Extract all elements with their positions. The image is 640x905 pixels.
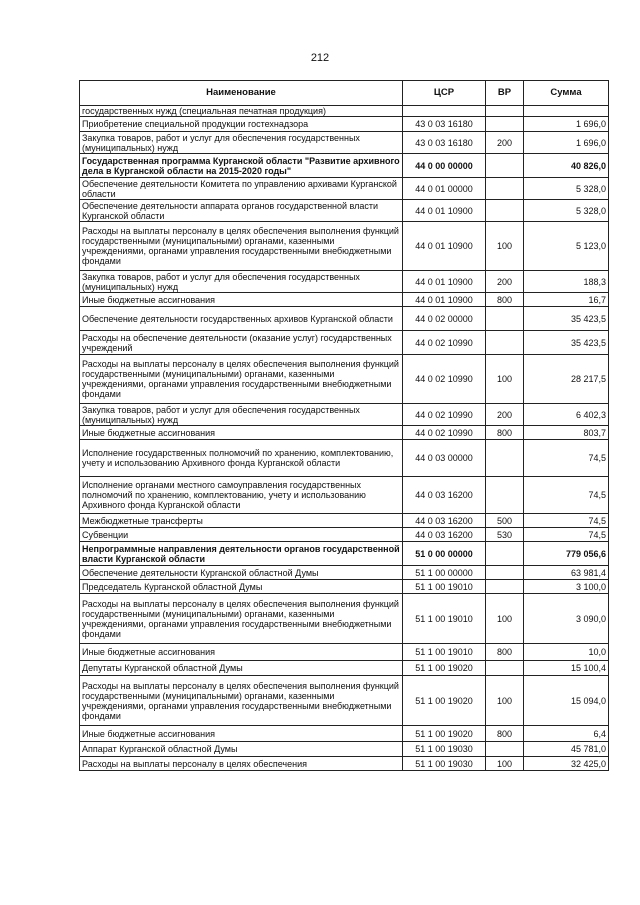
cell-csr: 44 0 01 10900 [403,293,486,307]
cell-vr [486,331,524,355]
cell-sum: 779 056,6 [524,542,609,566]
table-row [80,542,609,566]
cell-name: Государственная программа Курганской области "Развитие архивного дела в Курганской области на 2015-2020 годы" [80,154,403,178]
cell-sum: 63 981,4 [524,566,609,580]
cell-name: Иные бюджетные ассигнования [80,644,403,661]
table-row [80,293,609,307]
table-row [80,222,609,271]
cell-sum: 16,7 [524,293,609,307]
cell-sum: 10,0 [524,644,609,661]
cell-name: Расходы на обеспечение деятельности (оказание услуг) государственных учреждений [80,331,403,355]
cell-vr [486,580,524,594]
cell-sum: 6,4 [524,726,609,742]
table-row [80,528,609,542]
cell-sum: 5 328,0 [524,178,609,200]
cell-name: Межбюджетные трансферты [80,514,403,528]
cell-name: Обеспечение деятельности аппарата органов государственной власти Курганской области [80,200,403,222]
cell-sum: 6 402,3 [524,404,609,426]
cell-csr: 44 0 03 16200 [403,477,486,514]
cell-csr: 51 1 00 19020 [403,676,486,726]
cell-csr: 51 1 00 19020 [403,661,486,676]
cell-csr: 44 0 02 10990 [403,331,486,355]
cell-csr: 44 0 00 00000 [403,154,486,178]
cell-csr: 43 0 03 16180 [403,117,486,132]
cell-vr: 100 [486,222,524,271]
cell-name: Закупка товаров, работ и услуг для обеспечения государственных (муниципальных) нужд [80,404,403,426]
cell-vr [486,178,524,200]
cell-csr: 44 0 03 16200 [403,528,486,542]
cell-name: Приобретение специальной продукции гостехнадзора [80,117,403,132]
cell-sum: 1 696,0 [524,117,609,132]
cell-vr [486,661,524,676]
cell-vr [486,477,524,514]
cell-csr: 51 0 00 00000 [403,542,486,566]
cell-sum: 5 123,0 [524,222,609,271]
cell-name: Закупка товаров, работ и услуг для обеспечения государственных (муниципальных) нужд [80,132,403,154]
cell-sum: 803,7 [524,426,609,440]
cell-name: Субвенции [80,528,403,542]
cell-csr: 51 1 00 19020 [403,726,486,742]
cell-vr: 800 [486,293,524,307]
column-header-csr: ЦСР [403,81,486,106]
cell-csr: 51 1 00 19030 [403,742,486,757]
cell-name: Исполнение государственных полномочий по хранению, комплектованию, учету и использованию Архивного фонда Курганской области [80,440,403,477]
cell-name: Иные бюджетные ассигнования [80,426,403,440]
cell-sum: 3 100,0 [524,580,609,594]
table-row [80,331,609,355]
cell-vr [486,566,524,580]
cell-csr: 51 1 00 19030 [403,757,486,771]
cell-sum: 5 328,0 [524,200,609,222]
column-header-vr: ВР [486,81,524,106]
cell-vr: 800 [486,426,524,440]
cell-vr: 200 [486,404,524,426]
table-row [80,426,609,440]
table-row [80,404,609,426]
cell-sum: 74,5 [524,440,609,477]
cell-sum: 3 090,0 [524,594,609,644]
cell-vr [486,117,524,132]
cell-name: Исполнение органами местного самоуправления государственных полномочий по хранению, комплектованию, учету и использованию Архивного фонда Курганской области [80,477,403,514]
cell-vr: 500 [486,514,524,528]
page-number: 212 [310,52,330,64]
cell-vr: 100 [486,757,524,771]
cell-vr: 100 [486,594,524,644]
cell-vr [486,542,524,566]
cell-csr: 51 1 00 19010 [403,594,486,644]
cell-vr [486,307,524,331]
cell-name: Расходы на выплаты персоналу в целях обеспечения выполнения функций государственными (муниципальными) органами, казенными учреждениями, органами управления государственными внебюджетными фондами [80,676,403,726]
cell-vr: 200 [486,271,524,293]
table-row [80,661,609,676]
column-header-name: Наименование [80,81,403,106]
cell-name: Закупка товаров, работ и услуг для обеспечения государственных (муниципальных) нужд [80,271,403,293]
cell-csr: 51 1 00 19010 [403,580,486,594]
cell-sum: 74,5 [524,528,609,542]
cell-vr: 100 [486,676,524,726]
table-row [80,757,609,771]
cell-name: Непрограммные направления деятельности органов государственной власти Курганской области [80,542,403,566]
cell-name: Расходы на выплаты персоналу в целях обеспечения выполнения функций государственными (муниципальными) органами, казенными учреждениями, органами управления государственными внебюджетными фондами [80,222,403,271]
table-row [80,154,609,178]
cell-csr: 44 0 01 10900 [403,222,486,271]
cell-vr: 100 [486,355,524,404]
cell-csr: 44 0 03 16200 [403,514,486,528]
cell-vr [486,440,524,477]
column-header-sum: Сумма [524,81,609,106]
table-row [80,132,609,154]
cell-name: Депутаты Курганской областной Думы [80,661,403,676]
cell-name: Обеспечение деятельности государственных архивов Курганской области [80,307,403,331]
cell-name: Председатель Курганской областной Думы [80,580,403,594]
cell-vr [486,200,524,222]
table-row [80,644,609,661]
cell-sum: 35 423,5 [524,331,609,355]
cell-sum: 28 217,5 [524,355,609,404]
cell-csr: 44 0 01 10900 [403,271,486,293]
cell-csr: 44 0 02 10990 [403,355,486,404]
cell-sum: 35 423,5 [524,307,609,331]
cell-name: Обеспечение деятельности Комитета по управлению архивами Курганской области [80,178,403,200]
cell-csr: 44 0 02 10990 [403,404,486,426]
cell-sum: 32 425,0 [524,757,609,771]
cell-name: Иные бюджетные ассигнования [80,293,403,307]
cell-sum: 74,5 [524,477,609,514]
cell-sum: 1 696,0 [524,132,609,154]
table-row [80,676,609,726]
table-row [80,355,609,404]
cell-name: Обеспечение деятельности Курганской областной Думы [80,566,403,580]
cell-csr: 51 1 00 19010 [403,644,486,661]
table-row [80,106,609,117]
table-row [80,514,609,528]
table-row [80,566,609,580]
table-row [80,440,609,477]
cell-csr: 43 0 03 16180 [403,132,486,154]
cell-csr: 44 0 01 10900 [403,200,486,222]
cell-name: Расходы на выплаты персоналу в целях обеспечения выполнения функций государственными (муниципальными) органами, казенными учреждениями, органами управления государственными внебюджетными фондами [80,594,403,644]
cell-csr: 44 0 02 10990 [403,426,486,440]
table-body [80,106,609,771]
table-header-row [80,81,609,106]
cell-vr: 530 [486,528,524,542]
cell-vr: 200 [486,132,524,154]
cell-sum: 188,3 [524,271,609,293]
cell-name: Расходы на выплаты персоналу в целях обеспечения [80,757,403,771]
cell-csr: 44 0 01 00000 [403,178,486,200]
table-row [80,271,609,293]
cell-vr [486,154,524,178]
cell-csr: 44 0 02 00000 [403,307,486,331]
cell-sum: 74,5 [524,514,609,528]
cell-csr [403,106,486,117]
table-row [80,200,609,222]
table-row [80,477,609,514]
cell-vr: 800 [486,726,524,742]
cell-sum: 45 781,0 [524,742,609,757]
cell-vr [486,106,524,117]
table-row [80,594,609,644]
budget-table [79,80,609,771]
cell-name: Расходы на выплаты персоналу в целях обеспечения выполнения функций государственными (муниципальными) органами, казенными учреждениями, органами управления государственными внебюджетными фондами [80,355,403,404]
table-row [80,742,609,757]
cell-sum: 40 826,0 [524,154,609,178]
table-row [80,580,609,594]
cell-name: Иные бюджетные ассигнования [80,726,403,742]
cell-sum [524,106,609,117]
cell-name: Аппарат Курганской областной Думы [80,742,403,757]
cell-sum: 15 094,0 [524,676,609,726]
cell-sum: 15 100,4 [524,661,609,676]
cell-vr: 800 [486,644,524,661]
cell-name: государственных нужд (специальная печатная продукция) [80,106,403,117]
cell-csr: 44 0 03 00000 [403,440,486,477]
table-row [80,178,609,200]
table-row [80,307,609,331]
cell-csr: 51 1 00 00000 [403,566,486,580]
table-row [80,726,609,742]
cell-vr [486,742,524,757]
table-row [80,117,609,132]
